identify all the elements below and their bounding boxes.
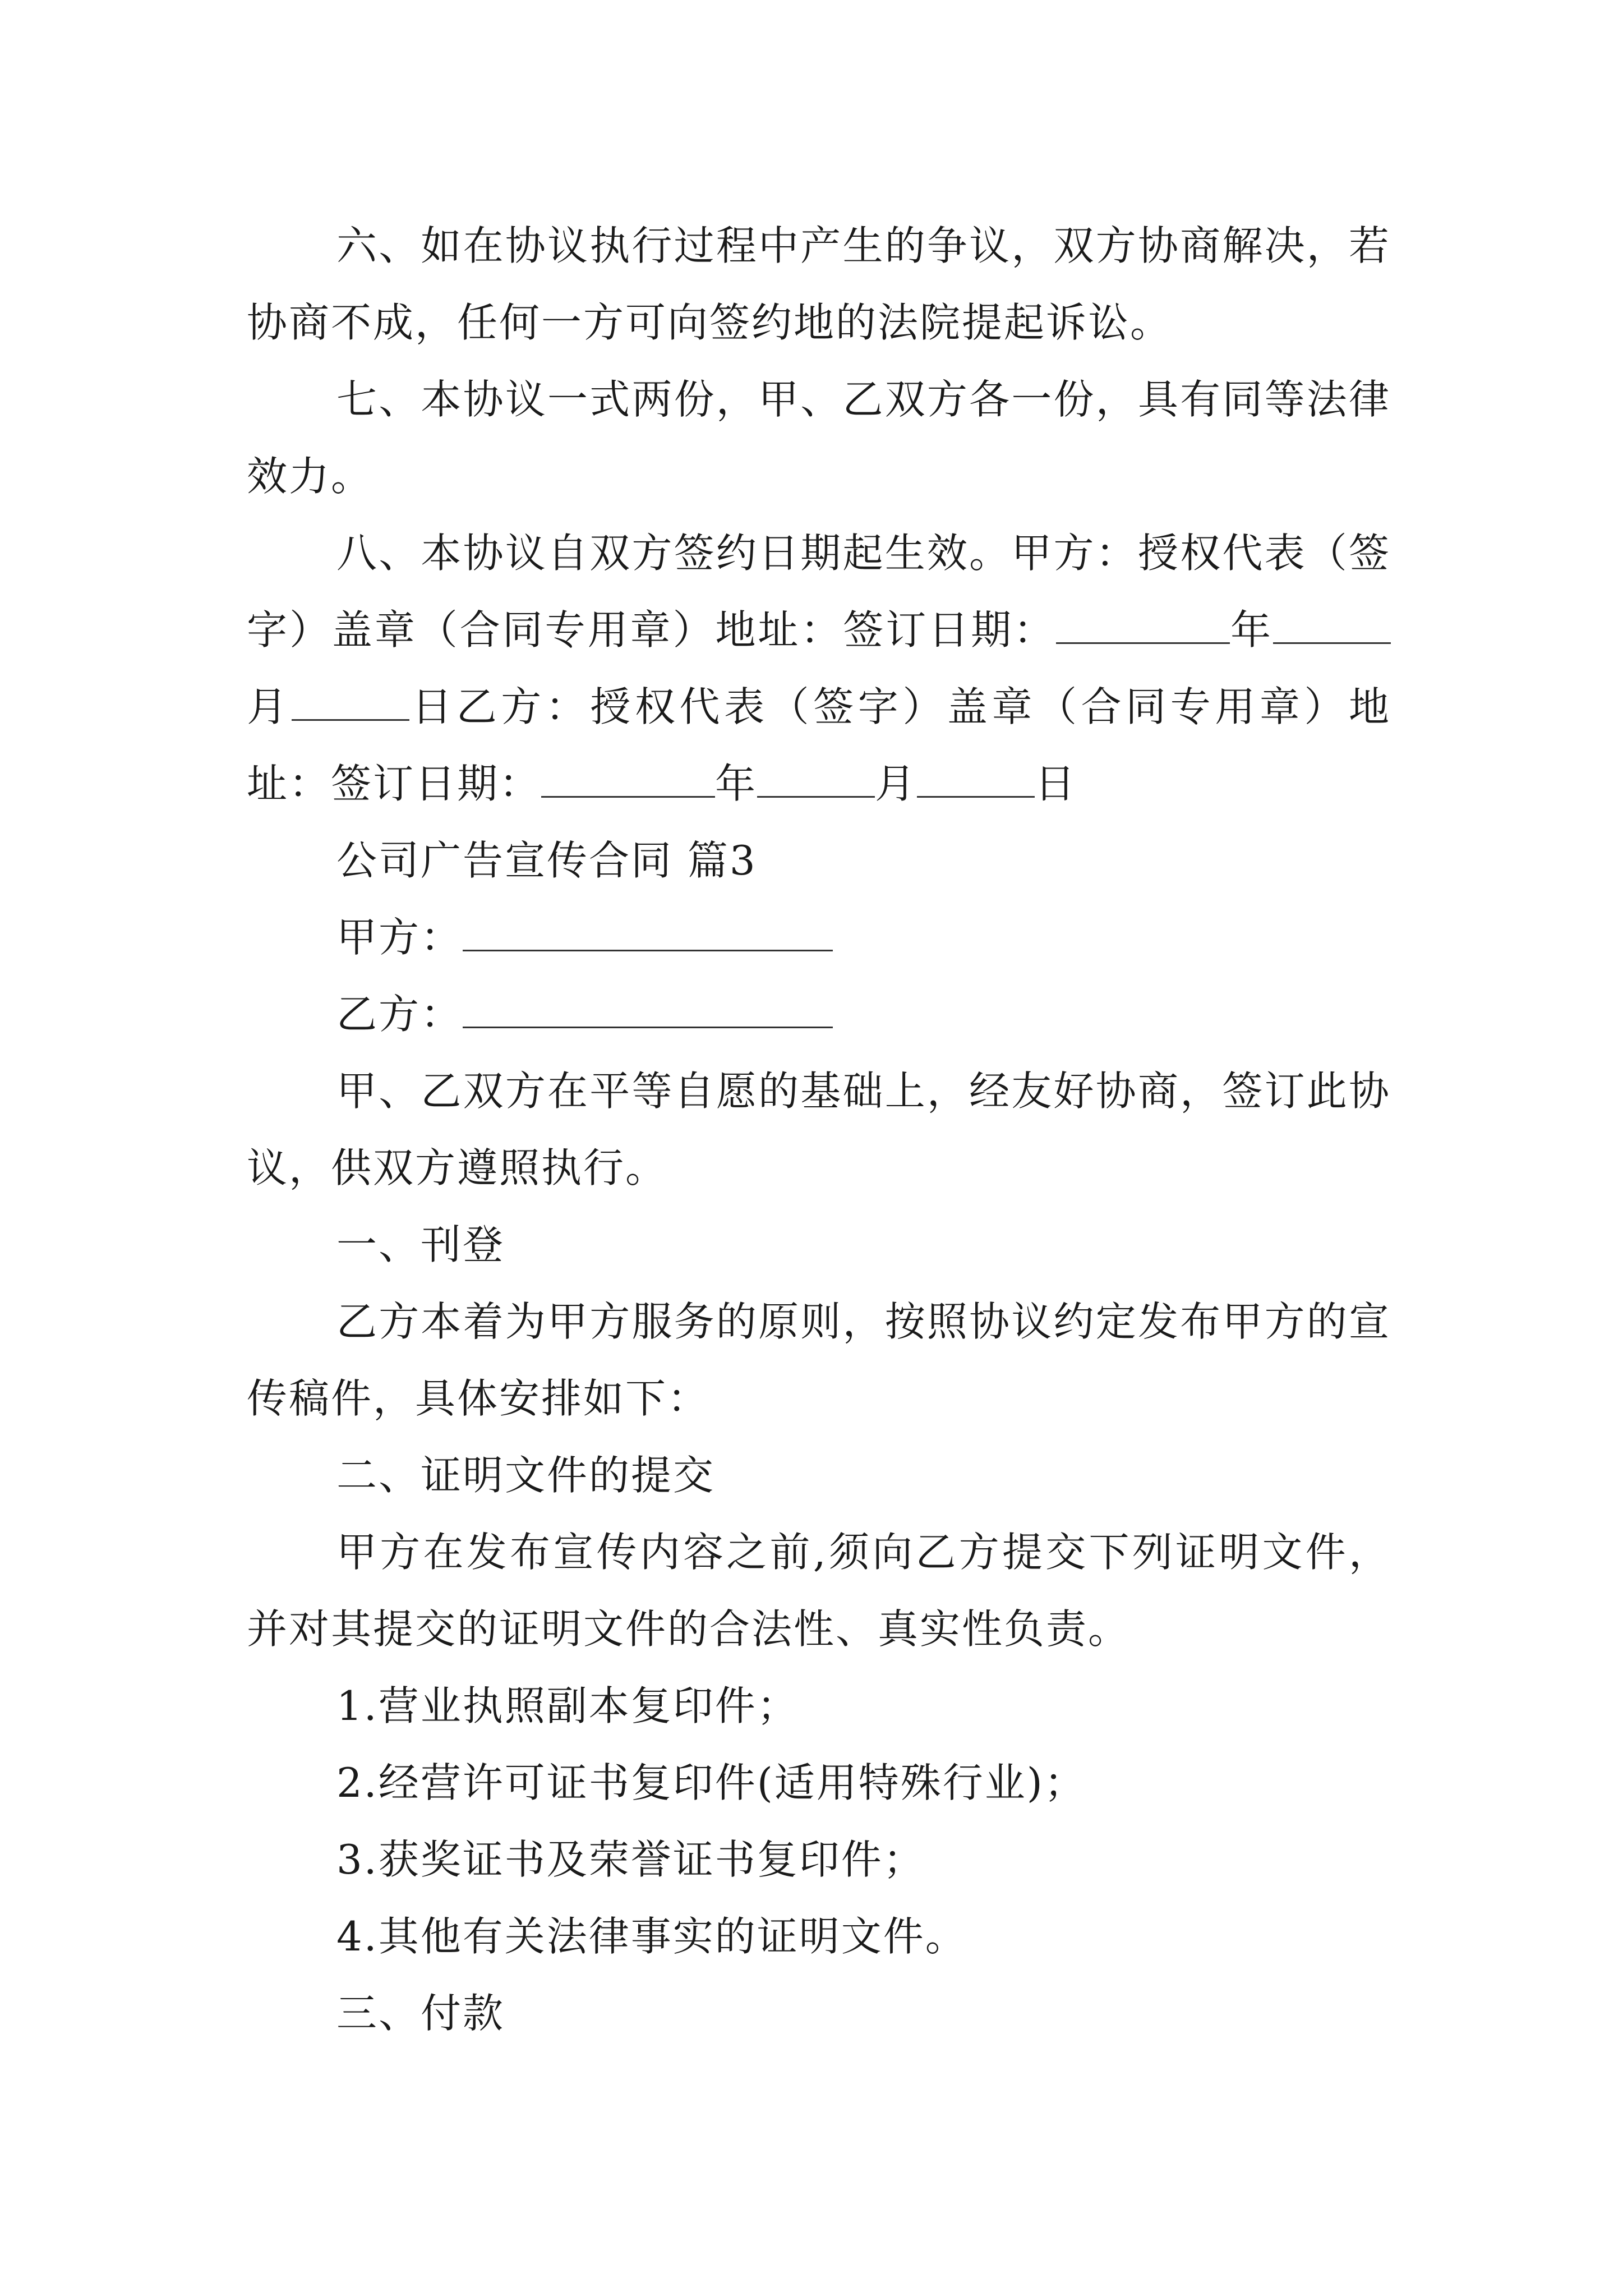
party-a-blank — [463, 916, 833, 951]
section-3-heading: 三、付款 — [336, 1990, 505, 2037]
clause-7: 七、本协议一式两份，甲、乙双方各一份，具有同等法律效力。 — [247, 376, 1391, 500]
clause-8-text-b: 日乙方：授权代表（签字）盖章（合同专用章）地址：签订日期： — [247, 683, 1391, 807]
label-day-2: 日 — [1035, 760, 1077, 807]
label-year-1: 年 — [1230, 606, 1273, 654]
contract-heading: 公司广告宣传合同 篇3 — [336, 837, 757, 884]
preamble: 甲、乙双方在平等自愿的基础上，经友好协商，签订此协议，供双方遵照执行。 — [247, 1068, 1391, 1191]
list-item: 2.经营许可证书复印件(适用特殊行业)； — [336, 1759, 1086, 1806]
blank-month-2 — [757, 762, 875, 798]
party-b-line — [247, 976, 1391, 1053]
label-year-2: 年 — [715, 760, 758, 807]
section-2-body: 甲方在发布宣传内容之前,须向乙方提交下列证明文件，并对其提交的证明文件的合法性、真实性负责。 — [247, 1529, 1391, 1653]
clause-8 — [247, 515, 1391, 822]
clause-8-text-a: 八、本协议自双方签约日期起生效。甲方：授权代表（签字）盖章（合同专用章）地址：签订日期： — [247, 530, 1391, 654]
document-body — [247, 208, 1391, 2052]
party-a-label: 甲方： — [336, 914, 463, 961]
blank-year-1 — [1056, 609, 1230, 644]
list-item: 1.营业执照副本复印件； — [336, 1682, 799, 1729]
party-b-blank — [463, 993, 833, 1028]
blank-year-2 — [541, 762, 715, 798]
blank-month-1 — [1273, 609, 1391, 644]
list-item: 4.其他有关法律事实的证明文件。 — [336, 1913, 967, 1960]
blank-day-1 — [292, 685, 409, 721]
list-item: 3.获奖证书及荣誉证书复印件； — [336, 1836, 925, 1883]
section-2-heading: 二、证明文件的提交 — [336, 1452, 716, 1499]
clause-6: 六、如在协议执行过程中产生的争议，双方协商解决，若协商不成，任何一方可向签约地的法院提起诉讼。 — [247, 222, 1391, 346]
label-month-1: 月 — [247, 683, 292, 730]
section-1-body: 乙方本着为甲方服务的原则，按照协议约定发布甲方的宣传稿件，具体安排如下： — [247, 1298, 1391, 1422]
party-b-label: 乙方： — [336, 991, 463, 1038]
blank-day-2 — [917, 762, 1035, 798]
label-month-2: 月 — [875, 760, 917, 807]
party-a-line — [247, 899, 1391, 976]
section-1-heading: 一、刊登 — [336, 1221, 505, 1268]
